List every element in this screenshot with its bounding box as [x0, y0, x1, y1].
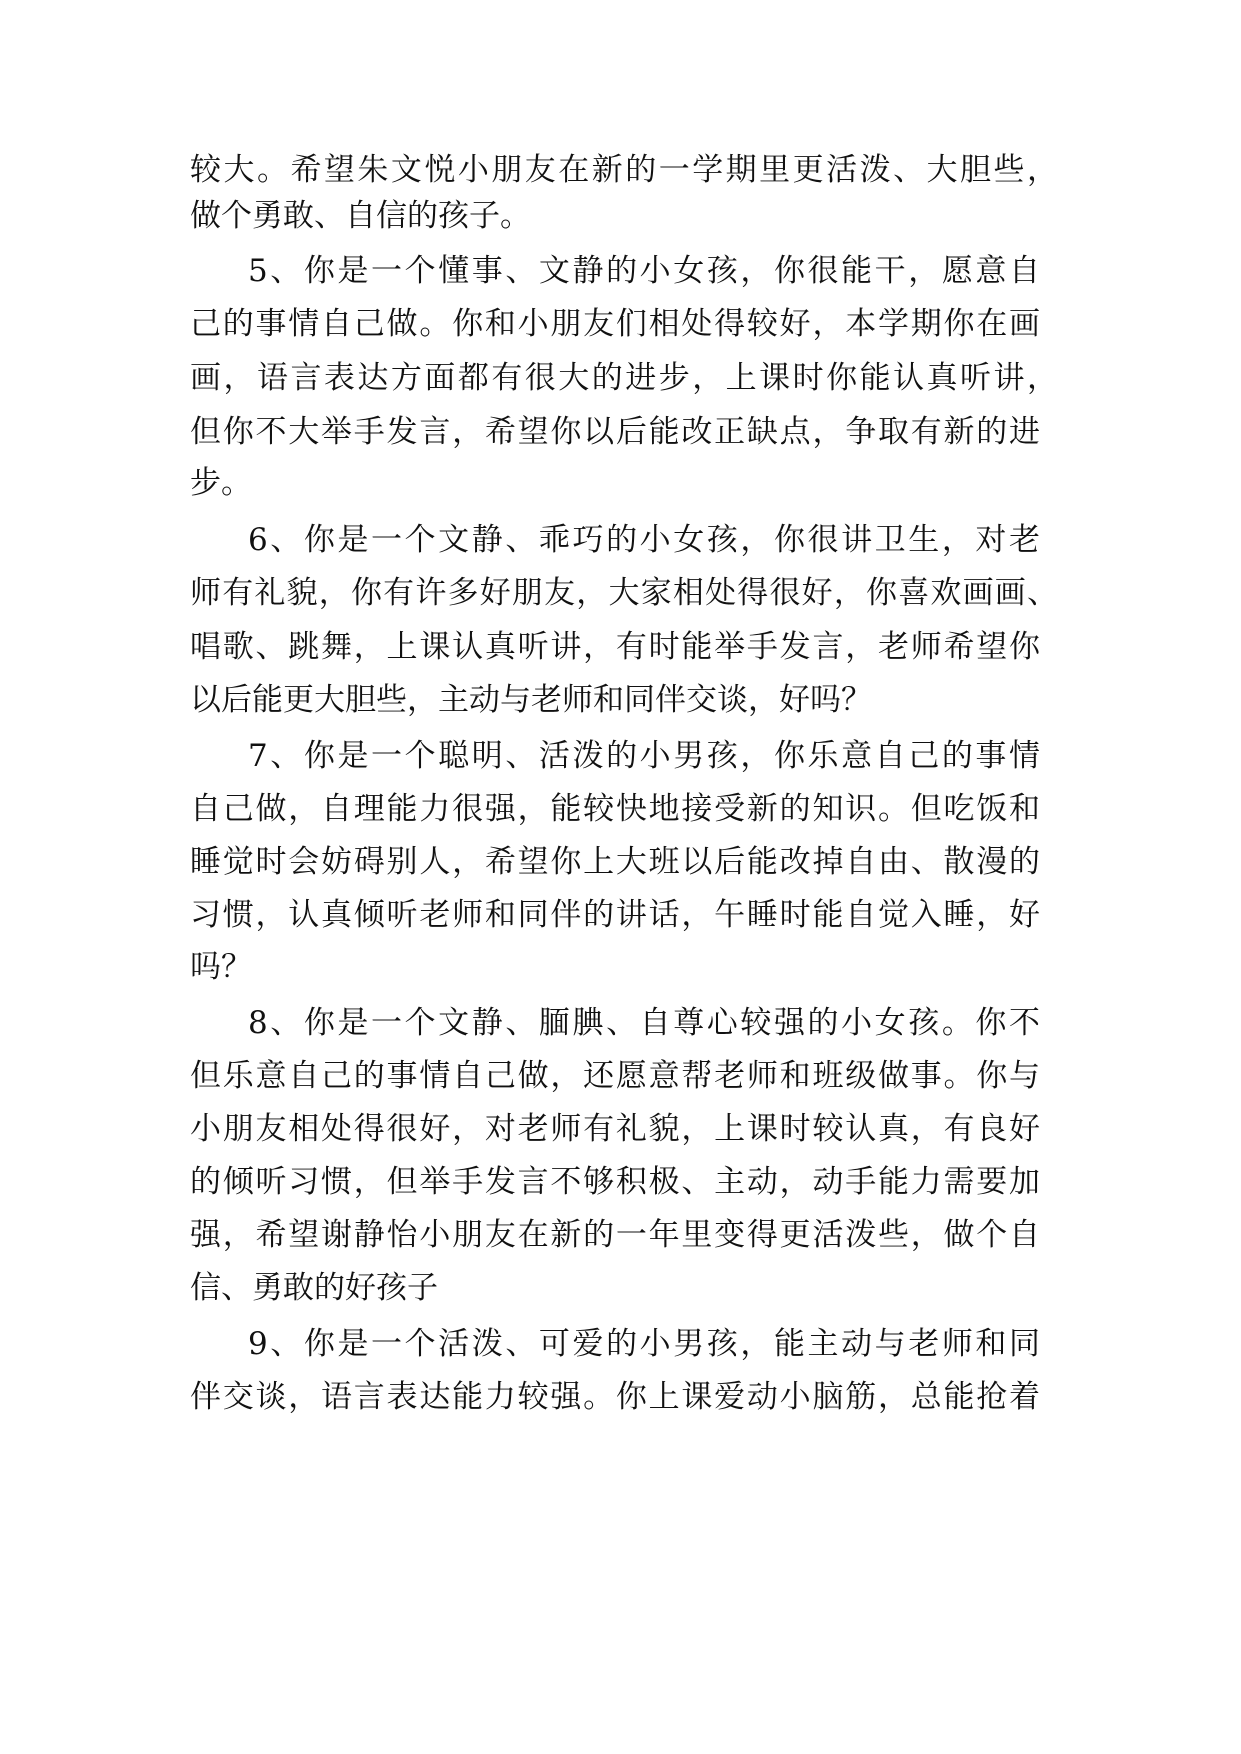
paragraph-line: 师有礼貌，你有许多好朋友，大家相处得很好，你喜欢画画、	[190, 575, 1058, 611]
paragraph-line: 做个勇敢、自信的孩子。	[190, 198, 531, 234]
paragraph-line: 信、勇敢的好孩子	[190, 1270, 438, 1306]
paragraph-line: 睡觉时会妨碍别人，希望你上大班以后能改掉自由、散漫的	[190, 844, 1040, 880]
paragraph-line: 习惯，认真倾听老师和同伴的讲话，午睡时能自觉入睡，好	[190, 897, 1040, 933]
paragraph-line: 9、你是一个活泼、可爱的小男孩，能主动与老师和同	[248, 1326, 1040, 1362]
paragraph-line: 以后能更大胆些，主动与老师和同伴交谈，好吗？	[190, 682, 872, 718]
paragraph-line: 但你不大举手发言，希望你以后能改正缺点，争取有新的进	[190, 414, 1040, 450]
paragraph-line: 小朋友相处得很好，对老师有礼貌，上课时较认真，有良好	[190, 1111, 1040, 1147]
paragraph-line: 步。	[190, 465, 252, 501]
paragraph-line: 自己做，自理能力很强，能较快地接受新的知识。但吃饭和	[190, 791, 1040, 827]
paragraph-line: 强，希望谢静怡小朋友在新的一年里变得更活泼些，做个自	[190, 1217, 1040, 1253]
paragraph-line: 8、你是一个文静、腼腆、自尊心较强的小女孩。你不	[248, 1005, 1040, 1041]
paragraph-line: 较大。希望朱文悦小朋友在新的一学期里更活泼、大胆些，	[190, 152, 1058, 188]
paragraph-line: 己的事情自己做。你和小朋友们相处得较好，本学期你在画	[190, 306, 1040, 342]
paragraph-line: 吗？	[190, 949, 252, 985]
paragraph-line: 但乐意自己的事情自己做，还愿意帮老师和班级做事。你与	[190, 1058, 1040, 1094]
paragraph-line: 画，语言表达方面都有很大的进步，上课时你能认真听讲，	[190, 360, 1058, 396]
paragraph-line: 唱歌、跳舞，上课认真听讲，有时能举手发言，老师希望你	[190, 629, 1040, 665]
paragraph-line: 7、你是一个聪明、活泼的小男孩，你乐意自己的事情	[248, 738, 1040, 774]
paragraph-line: 5、你是一个懂事、文静的小女孩，你很能干，愿意自	[248, 253, 1040, 289]
paragraph-line: 的倾听习惯，但举手发言不够积极、主动，动手能力需要加	[190, 1164, 1040, 1200]
paragraph-line: 6、你是一个文静、乖巧的小女孩，你很讲卫生，对老	[248, 522, 1040, 558]
paragraph-line: 伴交谈，语言表达能力较强。你上课爱动小脑筋，总能抢着	[190, 1379, 1040, 1415]
